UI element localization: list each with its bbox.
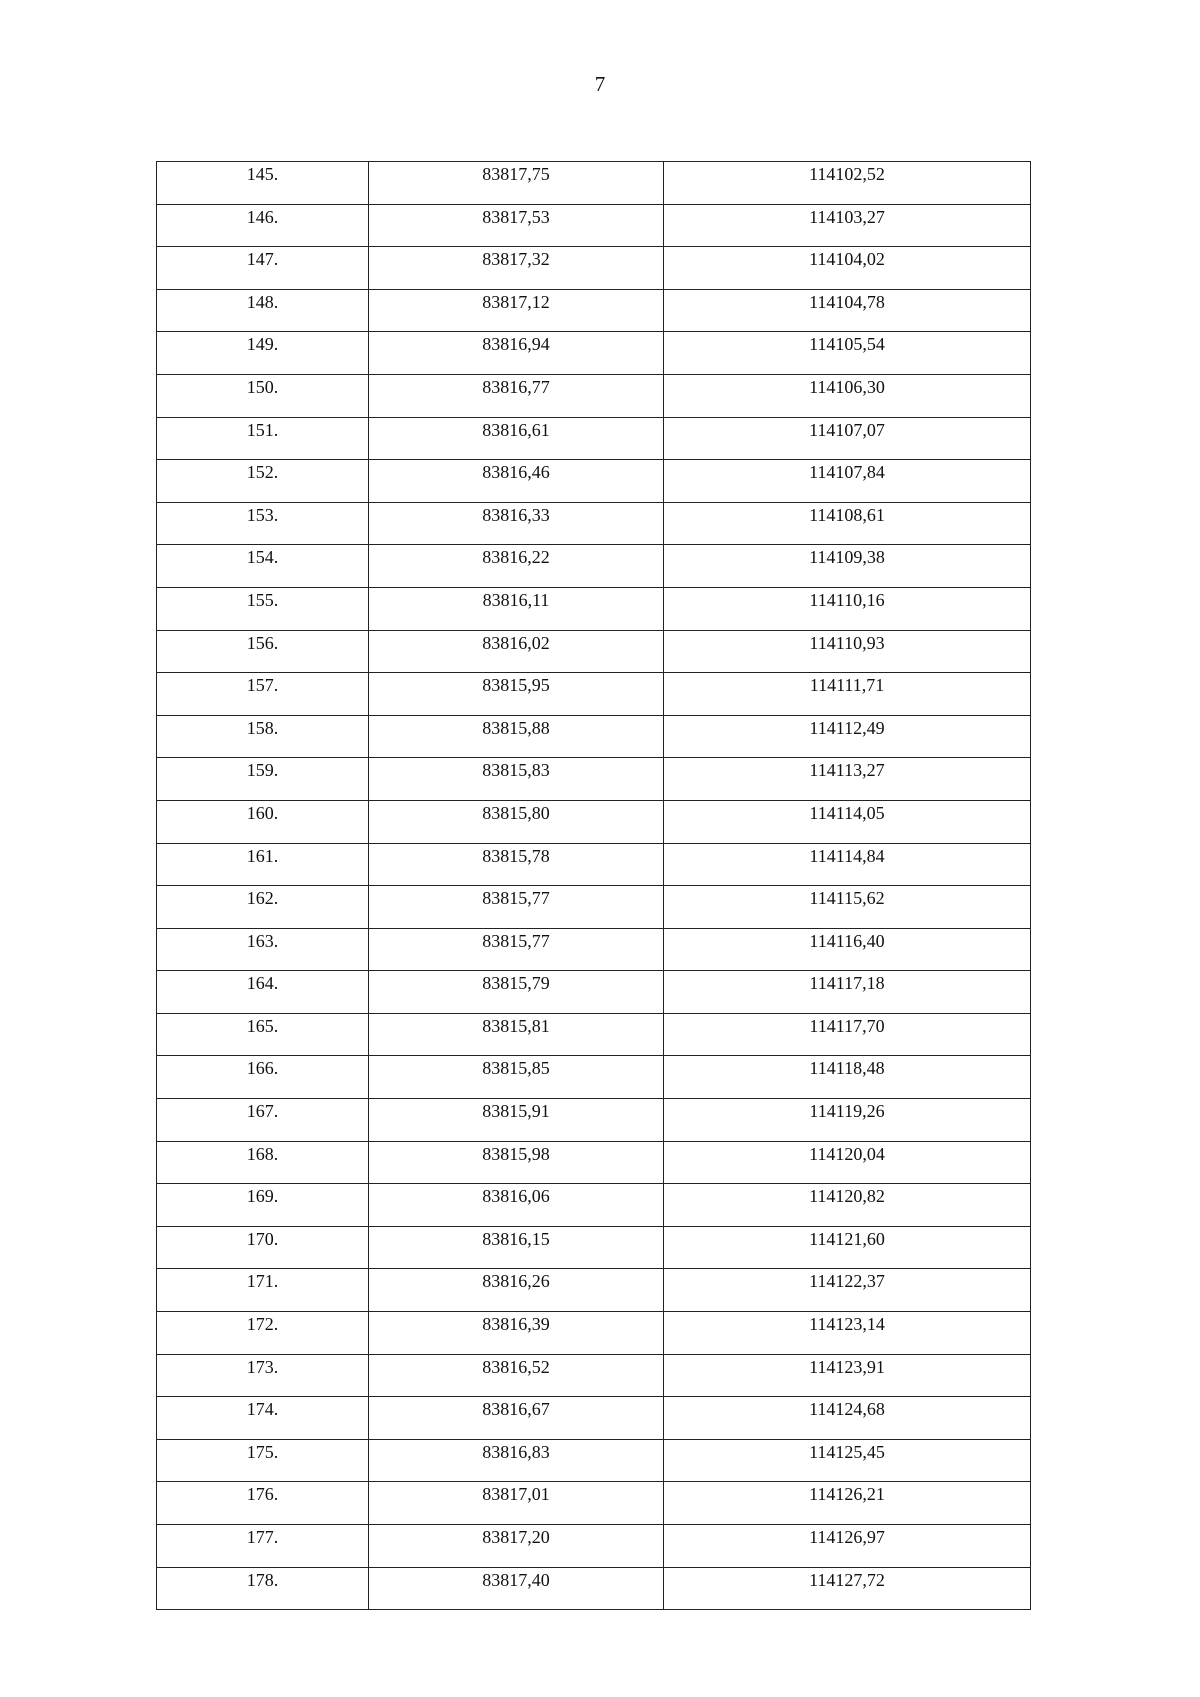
x-coordinate-cell: 83817,40: [369, 1567, 664, 1610]
y-coordinate-cell: 114117,18: [664, 971, 1031, 1014]
x-coordinate-cell: 83815,85: [369, 1056, 664, 1099]
point-number-cell: 170.: [157, 1226, 369, 1269]
x-coordinate-cell: 83816,67: [369, 1397, 664, 1440]
table-row: [157, 587, 1031, 630]
x-coordinate-cell: 83815,80: [369, 800, 664, 843]
point-number-cell: 172.: [157, 1312, 369, 1355]
table-row: [157, 1099, 1031, 1142]
point-number-cell: 146.: [157, 204, 369, 247]
point-number-cell: 152.: [157, 460, 369, 503]
x-coordinate-cell: 83816,33: [369, 502, 664, 545]
point-number-cell: 176.: [157, 1482, 369, 1525]
table-row: [157, 843, 1031, 886]
table-row: [157, 1056, 1031, 1099]
point-number-cell: 158.: [157, 715, 369, 758]
x-coordinate-cell: 83816,26: [369, 1269, 664, 1312]
point-number-cell: 149.: [157, 332, 369, 375]
y-coordinate-cell: 114116,40: [664, 928, 1031, 971]
table-row: [157, 1013, 1031, 1056]
x-coordinate-cell: 83816,22: [369, 545, 664, 588]
table-row: [157, 758, 1031, 801]
x-coordinate-cell: 83816,94: [369, 332, 664, 375]
y-coordinate-cell: 114110,16: [664, 587, 1031, 630]
x-coordinate-cell: 83817,53: [369, 204, 664, 247]
table-row: [157, 630, 1031, 673]
point-number-cell: 162.: [157, 886, 369, 929]
x-coordinate-cell: 83816,52: [369, 1354, 664, 1397]
x-coordinate-cell: 83815,95: [369, 673, 664, 716]
point-number-cell: 150.: [157, 374, 369, 417]
point-number-cell: 166.: [157, 1056, 369, 1099]
y-coordinate-cell: 114127,72: [664, 1567, 1031, 1610]
x-coordinate-cell: 83815,83: [369, 758, 664, 801]
y-coordinate-cell: 114122,37: [664, 1269, 1031, 1312]
point-number-cell: 163.: [157, 928, 369, 971]
table-row: [157, 247, 1031, 290]
x-coordinate-cell: 83816,06: [369, 1184, 664, 1227]
table-row: [157, 289, 1031, 332]
table-row: [157, 545, 1031, 588]
x-coordinate-cell: 83817,75: [369, 162, 664, 205]
y-coordinate-cell: 114124,68: [664, 1397, 1031, 1440]
y-coordinate-cell: 114107,84: [664, 460, 1031, 503]
y-coordinate-cell: 114123,91: [664, 1354, 1031, 1397]
x-coordinate-cell: 83815,91: [369, 1099, 664, 1142]
table-row: [157, 502, 1031, 545]
point-number-cell: 164.: [157, 971, 369, 1014]
table-row: [157, 1439, 1031, 1482]
point-number-cell: 168.: [157, 1141, 369, 1184]
y-coordinate-cell: 114114,05: [664, 800, 1031, 843]
point-number-cell: 157.: [157, 673, 369, 716]
y-coordinate-cell: 114119,26: [664, 1099, 1031, 1142]
point-number-cell: 154.: [157, 545, 369, 588]
x-coordinate-cell: 83817,01: [369, 1482, 664, 1525]
table-row: [157, 332, 1031, 375]
y-coordinate-cell: 114110,93: [664, 630, 1031, 673]
table-row: [157, 460, 1031, 503]
point-number-cell: 175.: [157, 1439, 369, 1482]
y-coordinate-cell: 114103,27: [664, 204, 1031, 247]
table-row: [157, 1184, 1031, 1227]
point-number-cell: 174.: [157, 1397, 369, 1440]
point-number-cell: 171.: [157, 1269, 369, 1312]
table-row: [157, 971, 1031, 1014]
table-row: [157, 162, 1031, 205]
x-coordinate-cell: 83816,46: [369, 460, 664, 503]
x-coordinate-cell: 83815,98: [369, 1141, 664, 1184]
y-coordinate-cell: 114121,60: [664, 1226, 1031, 1269]
x-coordinate-cell: 83817,32: [369, 247, 664, 290]
x-coordinate-cell: 83816,77: [369, 374, 664, 417]
y-coordinate-cell: 114112,49: [664, 715, 1031, 758]
y-coordinate-cell: 114113,27: [664, 758, 1031, 801]
point-number-cell: 167.: [157, 1099, 369, 1142]
table-row: [157, 1141, 1031, 1184]
point-number-cell: 155.: [157, 587, 369, 630]
coordinates-table: [156, 161, 1031, 1610]
point-number-cell: 148.: [157, 289, 369, 332]
y-coordinate-cell: 114120,04: [664, 1141, 1031, 1184]
table-row: [157, 1525, 1031, 1568]
y-coordinate-cell: 114126,21: [664, 1482, 1031, 1525]
point-number-cell: 169.: [157, 1184, 369, 1227]
point-number-cell: 159.: [157, 758, 369, 801]
x-coordinate-cell: 83817,12: [369, 289, 664, 332]
x-coordinate-cell: 83816,02: [369, 630, 664, 673]
table-row: [157, 1567, 1031, 1610]
y-coordinate-cell: 114108,61: [664, 502, 1031, 545]
x-coordinate-cell: 83816,61: [369, 417, 664, 460]
y-coordinate-cell: 114105,54: [664, 332, 1031, 375]
x-coordinate-cell: 83815,88: [369, 715, 664, 758]
y-coordinate-cell: 114117,70: [664, 1013, 1031, 1056]
table-row: [157, 886, 1031, 929]
table-row: [157, 800, 1031, 843]
point-number-cell: 165.: [157, 1013, 369, 1056]
coordinates-table-body: [157, 162, 1031, 1610]
y-coordinate-cell: 114107,07: [664, 417, 1031, 460]
point-number-cell: 173.: [157, 1354, 369, 1397]
table-row: [157, 928, 1031, 971]
point-number-cell: 161.: [157, 843, 369, 886]
x-coordinate-cell: 83815,81: [369, 1013, 664, 1056]
y-coordinate-cell: 114120,82: [664, 1184, 1031, 1227]
point-number-cell: 153.: [157, 502, 369, 545]
x-coordinate-cell: 83817,20: [369, 1525, 664, 1568]
page-number: 7: [594, 72, 606, 96]
y-coordinate-cell: 114123,14: [664, 1312, 1031, 1355]
table-row: [157, 673, 1031, 716]
point-number-cell: 177.: [157, 1525, 369, 1568]
table-row: [157, 1226, 1031, 1269]
point-number-cell: 160.: [157, 800, 369, 843]
y-coordinate-cell: 114104,02: [664, 247, 1031, 290]
point-number-cell: 178.: [157, 1567, 369, 1610]
y-coordinate-cell: 114104,78: [664, 289, 1031, 332]
y-coordinate-cell: 114118,48: [664, 1056, 1031, 1099]
table-row: [157, 417, 1031, 460]
table-row: [157, 1269, 1031, 1312]
table-row: [157, 1354, 1031, 1397]
table-row: [157, 1312, 1031, 1355]
table-row: [157, 1482, 1031, 1525]
table-row: [157, 1397, 1031, 1440]
point-number-cell: 151.: [157, 417, 369, 460]
table-row: [157, 204, 1031, 247]
table-row: [157, 374, 1031, 417]
x-coordinate-cell: 83815,77: [369, 928, 664, 971]
x-coordinate-cell: 83816,39: [369, 1312, 664, 1355]
y-coordinate-cell: 114106,30: [664, 374, 1031, 417]
point-number-cell: 145.: [157, 162, 369, 205]
table-row: [157, 715, 1031, 758]
y-coordinate-cell: 114111,71: [664, 673, 1031, 716]
x-coordinate-cell: 83816,11: [369, 587, 664, 630]
y-coordinate-cell: 114109,38: [664, 545, 1031, 588]
y-coordinate-cell: 114126,97: [664, 1525, 1031, 1568]
y-coordinate-cell: 114125,45: [664, 1439, 1031, 1482]
x-coordinate-cell: 83815,77: [369, 886, 664, 929]
point-number-cell: 156.: [157, 630, 369, 673]
point-number-cell: 147.: [157, 247, 369, 290]
y-coordinate-cell: 114115,62: [664, 886, 1031, 929]
y-coordinate-cell: 114114,84: [664, 843, 1031, 886]
x-coordinate-cell: 83816,15: [369, 1226, 664, 1269]
x-coordinate-cell: 83816,83: [369, 1439, 664, 1482]
x-coordinate-cell: 83815,79: [369, 971, 664, 1014]
y-coordinate-cell: 114102,52: [664, 162, 1031, 205]
x-coordinate-cell: 83815,78: [369, 843, 664, 886]
